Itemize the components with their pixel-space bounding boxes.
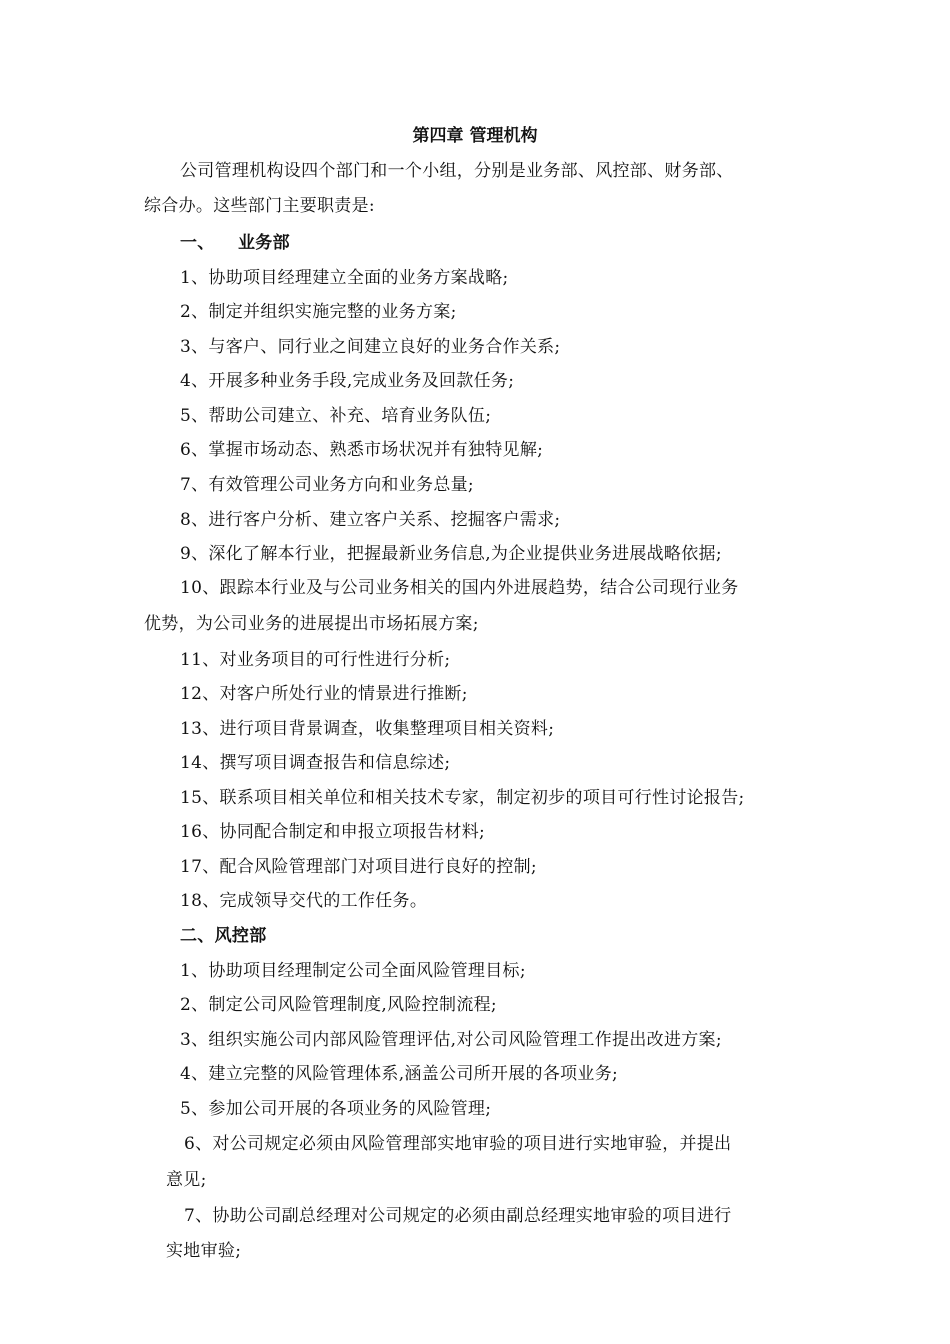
list-item: 15、联系项目相关单位和相关技术专家，制定初步的项目可行性讨论报告; [180,788,745,808]
list-item: 3、组织实施公司内部风险管理评估,对公司风险管理工作提出改进方案; [180,1030,722,1050]
list-item: 17、配合风险管理部门对项目进行良好的控制; [180,857,537,877]
chapter-title: 第四章 管理机构 [412,126,538,146]
list-item: 14、撰写项目调查报告和信息综述; [180,753,451,773]
list-item: 12、对客户所处行业的情景进行推断; [180,684,468,704]
list-item: 10、跟踪本行业及与公司业务相关的国内外进展趋势，结合公司现行业务 [180,578,739,598]
list-item: 1、协助项目经理建立全面的业务方案战略; [180,268,509,288]
list-item: 16、协同配合制定和申报立项报告材料; [180,822,486,842]
list-item: 13、进行项目背景调查，收集整理项目相关资料; [180,719,555,739]
list-item: 9、深化了解本行业，把握最新业务信息,为企业提供业务进展战略依据; [180,544,722,564]
list-item: 2、制定公司风险管理制度,风险控制流程; [180,995,497,1015]
list-item: 8、进行客户分析、建立客户关系、挖掘客户需求; [180,510,561,530]
list-item: 4、建立完整的风险管理体系,涵盖公司所开展的各项业务; [180,1064,619,1084]
section-heading-business [180,229,290,257]
list-item: 6、对公司规定必须由风险管理部实地审验的项目进行实地审验，并提出 [184,1134,732,1154]
list-item: 6、掌握市场动态、熟悉市场状况并有独特见解; [180,440,544,460]
list-item: 4、开展多种业务手段,完成业务及回款任务; [180,371,515,391]
section-number: 一、 [180,233,215,253]
intro-line-2: 综合办。这些部门主要职责是: [144,196,375,216]
section-heading-risk-control: 二、风控部 [180,926,267,946]
list-item: 7、协助公司副总经理对公司规定的必须由副总经理实地审验的项目进行 [184,1206,732,1226]
list-item: 3、与客户、同行业之间建立良好的业务合作关系; [180,337,561,357]
list-item: 7、有效管理公司业务方向和业务总量; [180,475,474,495]
intro-line-1: 公司管理机构设四个部门和一个小组，分别是业务部、风控部、财务部、 [180,161,734,181]
list-item: 18、完成领导交代的工作任务。 [180,891,428,911]
list-item: 5、帮助公司建立、补充、培育业务队伍; [180,406,492,426]
list-item: 5、参加公司开展的各项业务的风险管理; [180,1099,492,1119]
list-item: 11、对业务项目的可行性进行分析; [180,650,451,670]
list-item-continuation: 优势，为公司业务的进展提出市场拓展方案; [144,614,479,634]
list-item-continuation: 实地审验; [166,1241,242,1261]
list-item: 2、制定并组织实施完整的业务方案; [180,302,457,322]
list-item: 1、协助项目经理制定公司全面风险管理目标; [180,961,526,981]
section-title: 业务部 [238,233,290,253]
list-item-continuation: 意见; [166,1170,207,1190]
